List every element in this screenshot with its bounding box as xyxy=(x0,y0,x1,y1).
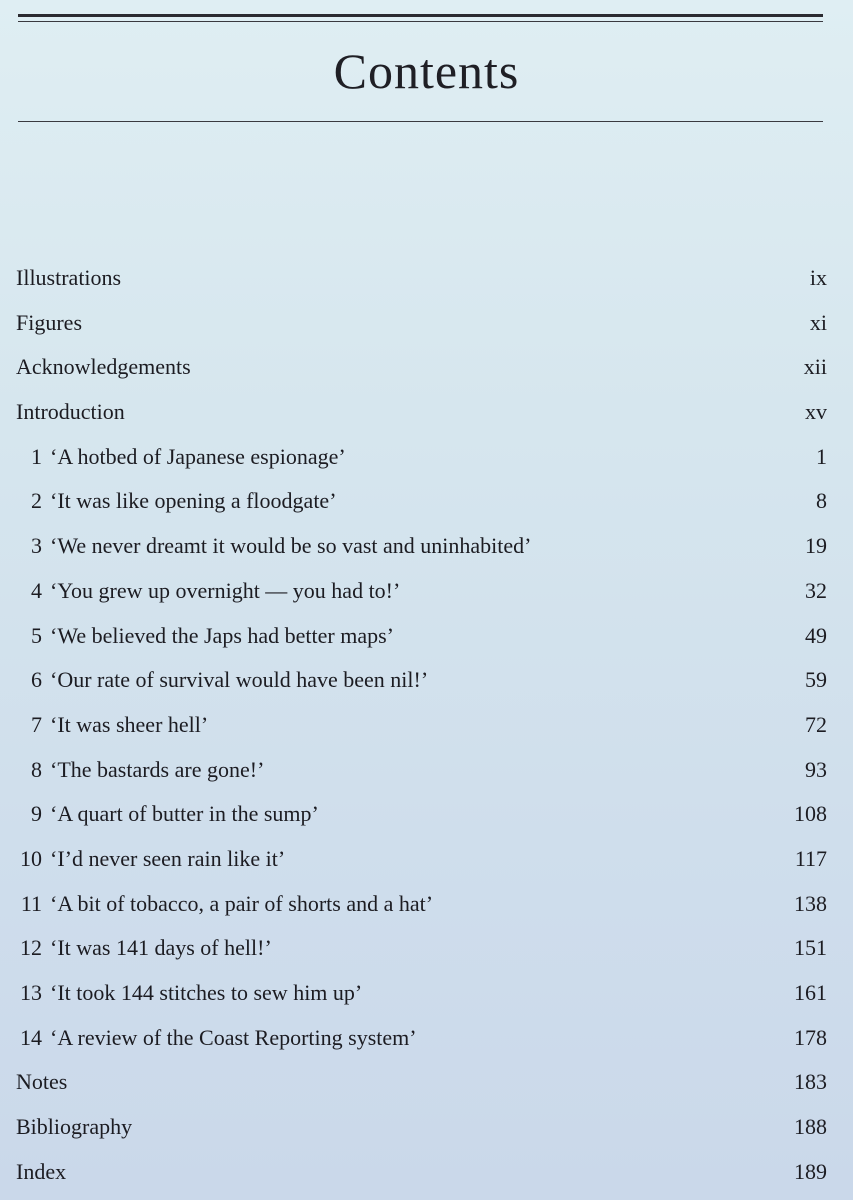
toc-entry-title: ‘The bastards are gone!’ xyxy=(50,756,265,782)
toc-entry-page: xi xyxy=(809,309,827,335)
toc-entry xyxy=(16,526,827,571)
toc-entry-title: Illustrations xyxy=(16,265,122,290)
toc-entry-number: 11 xyxy=(20,890,42,916)
toc-entry xyxy=(16,973,827,1018)
toc-entry-number: 2 xyxy=(31,488,42,514)
toc-entry-number: 12 xyxy=(20,935,42,961)
toc-entry-page: 161 xyxy=(794,980,827,1005)
toc-entry xyxy=(16,392,827,437)
toc-entry-number: 4 xyxy=(31,577,42,603)
table-of-contents xyxy=(16,258,827,1196)
toc-entry-number: 7 xyxy=(31,711,42,737)
toc-entry-page: 59 xyxy=(805,667,827,693)
toc-entry-title: ‘Our rate of survival would have been nil!’ xyxy=(50,667,429,693)
toc-entry xyxy=(16,1062,827,1107)
toc-entry xyxy=(16,1107,827,1152)
toc-entry-page: 188 xyxy=(794,1114,827,1140)
toc-entry-title: Figures xyxy=(16,309,82,335)
toc-entry xyxy=(16,794,827,839)
toc-entry-page: 138 xyxy=(794,890,827,916)
toc-entry-page: 151 xyxy=(794,935,827,961)
toc-entry-page: xii xyxy=(803,354,827,380)
toc-entry-number: 5 xyxy=(31,622,42,648)
toc-entry xyxy=(16,437,827,482)
toc-entry xyxy=(16,750,827,795)
toc-entry-title: ‘It took 144 stitches to sew him up’ xyxy=(50,980,363,1005)
toc-entry xyxy=(16,839,827,884)
toc-entry xyxy=(16,481,827,526)
toc-entry-number: 6 xyxy=(31,667,42,693)
title-rule xyxy=(18,121,823,122)
toc-entry-title: ‘I’d never seen rain like it’ xyxy=(50,845,286,871)
toc-entry-page: 49 xyxy=(805,622,827,648)
toc-entry-page: 117 xyxy=(794,845,827,871)
toc-entry-page: 183 xyxy=(794,1069,827,1095)
toc-entry-page: 72 xyxy=(805,711,827,737)
toc-entry-number: 13 xyxy=(20,980,42,1005)
toc-entry-page: 19 xyxy=(805,533,827,559)
toc-entry-number: 14 xyxy=(20,1024,42,1050)
toc-entry-title: Notes xyxy=(16,1069,68,1095)
toc-entry xyxy=(16,1152,827,1197)
toc-entry xyxy=(16,660,827,705)
toc-entry-title: ‘It was 141 days of hell!’ xyxy=(50,935,272,961)
toc-entry xyxy=(16,884,827,929)
toc-entry-title: ‘We never dreamt it would be so vast and uninhabited’ xyxy=(50,533,532,559)
toc-entry-page: 189 xyxy=(794,1158,827,1184)
toc-entry-title: ‘It was like opening a floodgate’ xyxy=(50,488,337,514)
toc-entry-title: ‘You grew up overnight — you had to!’ xyxy=(50,577,401,603)
top-rule-thin xyxy=(18,21,823,22)
toc-entry-title: Index xyxy=(16,1158,67,1184)
toc-entry xyxy=(16,705,827,750)
toc-entry-number: 8 xyxy=(31,756,42,782)
toc-entry xyxy=(16,928,827,973)
toc-entry-number: 1 xyxy=(31,443,42,469)
toc-entry xyxy=(16,571,827,616)
toc-entry-page: ix xyxy=(809,265,827,290)
toc-entry-title: Bibliography xyxy=(16,1114,133,1140)
toc-entry-number: 9 xyxy=(31,801,42,827)
toc-entry-title: ‘A hotbed of Japanese espionage’ xyxy=(50,443,346,469)
page-title: Contents xyxy=(333,43,520,99)
toc-entry-page: 1 xyxy=(816,443,827,469)
toc-entry xyxy=(16,347,827,392)
toc-entry-page: 108 xyxy=(794,801,827,827)
toc-entry-number: 10 xyxy=(20,845,42,871)
toc-entry-title: Acknowledgements xyxy=(16,354,191,380)
toc-entry-page: 178 xyxy=(794,1024,827,1050)
top-rule-thick xyxy=(18,14,823,17)
toc-entry-page: 93 xyxy=(805,756,827,782)
toc-entry-title: ‘It was sheer hell’ xyxy=(50,711,209,737)
toc-entry xyxy=(16,258,827,303)
toc-entry-page: xv xyxy=(805,399,827,425)
toc-entry-title: ‘A quart of butter in the sump’ xyxy=(50,801,319,827)
toc-entry-page: 32 xyxy=(805,577,827,603)
toc-entry-page: 8 xyxy=(816,488,827,514)
toc-entry xyxy=(16,303,827,348)
toc-entry-title: ‘A review of the Coast Reporting system’ xyxy=(50,1024,417,1050)
toc-entry-title: Introduction xyxy=(16,399,125,425)
toc-entry xyxy=(16,1018,827,1063)
toc-entry-title: ‘We believed the Japs had better maps’ xyxy=(50,622,394,648)
toc-entry-title: ‘A bit of tobacco, a pair of shorts and a hat’ xyxy=(50,890,434,916)
toc-entry-number: 3 xyxy=(31,533,42,559)
toc-entry xyxy=(16,616,827,661)
